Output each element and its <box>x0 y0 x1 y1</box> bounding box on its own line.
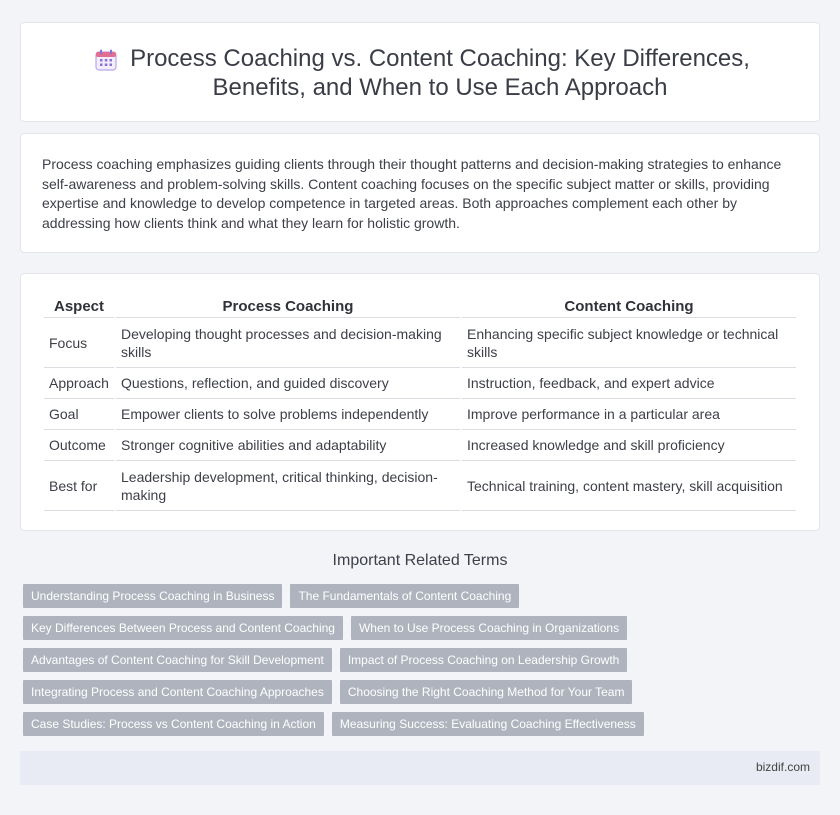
table-row <box>44 368 796 399</box>
table-header-content: Content Coaching <box>462 296 796 318</box>
table-cell: Outcome <box>44 430 114 461</box>
table-cell: Improve performance in a particular area <box>462 399 796 430</box>
related-term-tag[interactable]: Understanding Process Coaching in Business <box>23 584 282 608</box>
table-cell: Empower clients to solve problems independently <box>116 399 460 430</box>
comparison-table <box>42 296 798 511</box>
table-row <box>44 399 796 430</box>
table-cell: Technical training, content mastery, skill acquisition <box>462 461 796 511</box>
table-cell: Approach <box>44 368 114 399</box>
table-cell: Focus <box>44 318 114 368</box>
table-cell: Developing thought processes and decision-making skills <box>116 318 460 368</box>
table-header-process: Process Coaching <box>116 296 460 318</box>
footer <box>20 751 820 785</box>
related-term-tag[interactable]: Advantages of Content Coaching for Skill Development <box>23 648 332 672</box>
related-terms-tags <box>23 584 823 744</box>
table-header-aspect: Aspect <box>44 296 114 318</box>
page-title: Process Coaching vs. Content Coaching: Key Differences, Benefits, and When to Use Each Approach <box>130 45 750 101</box>
related-term-tag[interactable]: The Fundamentals of Content Coaching <box>290 584 519 608</box>
related-term-tag[interactable]: Integrating Process and Content Coaching Approaches <box>23 680 332 704</box>
table-cell: Best for <box>44 461 114 511</box>
table-cell: Instruction, feedback, and expert advice <box>462 368 796 399</box>
table-cell: Stronger cognitive abilities and adaptability <box>116 430 460 461</box>
intro-card <box>20 133 820 253</box>
title-card <box>20 22 820 122</box>
related-term-tag[interactable]: Case Studies: Process vs Content Coaching in Action <box>23 712 324 736</box>
table-cell: Enhancing specific subject knowledge or technical skills <box>462 318 796 368</box>
table-cell: Goal <box>44 399 114 430</box>
table-row <box>44 430 796 461</box>
table-row <box>44 318 796 368</box>
table-row <box>44 461 796 511</box>
related-term-tag[interactable]: Choosing the Right Coaching Method for Your Team <box>340 680 633 704</box>
table-cell: Questions, reflection, and guided discovery <box>116 368 460 399</box>
related-term-tag[interactable]: Impact of Process Coaching on Leadership Growth <box>340 648 627 672</box>
related-terms-title: Important Related Terms <box>332 552 508 569</box>
table-cell: Leadership development, critical thinking, decision-making <box>116 461 460 511</box>
intro-paragraph: Process coaching emphasizes guiding clients through their thought patterns and decision-making strategies to enhance self-awareness and problem-solving skills. Content coaching focuses on the specific subject matter or skills, providing expertise and knowledge to develop competence in targeted areas. Both approaches complement each other by addressing how clients think and what they learn for holistic growth. <box>42 156 782 231</box>
comparison-table-card <box>20 273 820 531</box>
related-term-tag[interactable]: Measuring Success: Evaluating Coaching Effectiveness <box>332 712 644 736</box>
related-term-tag[interactable]: Key Differences Between Process and Content Coaching <box>23 616 343 640</box>
table-cell: Increased knowledge and skill proficiency <box>462 430 796 461</box>
related-term-tag[interactable]: When to Use Process Coaching in Organizations <box>351 616 627 640</box>
footer-site-link[interactable]: bizdif.com <box>755 760 810 774</box>
